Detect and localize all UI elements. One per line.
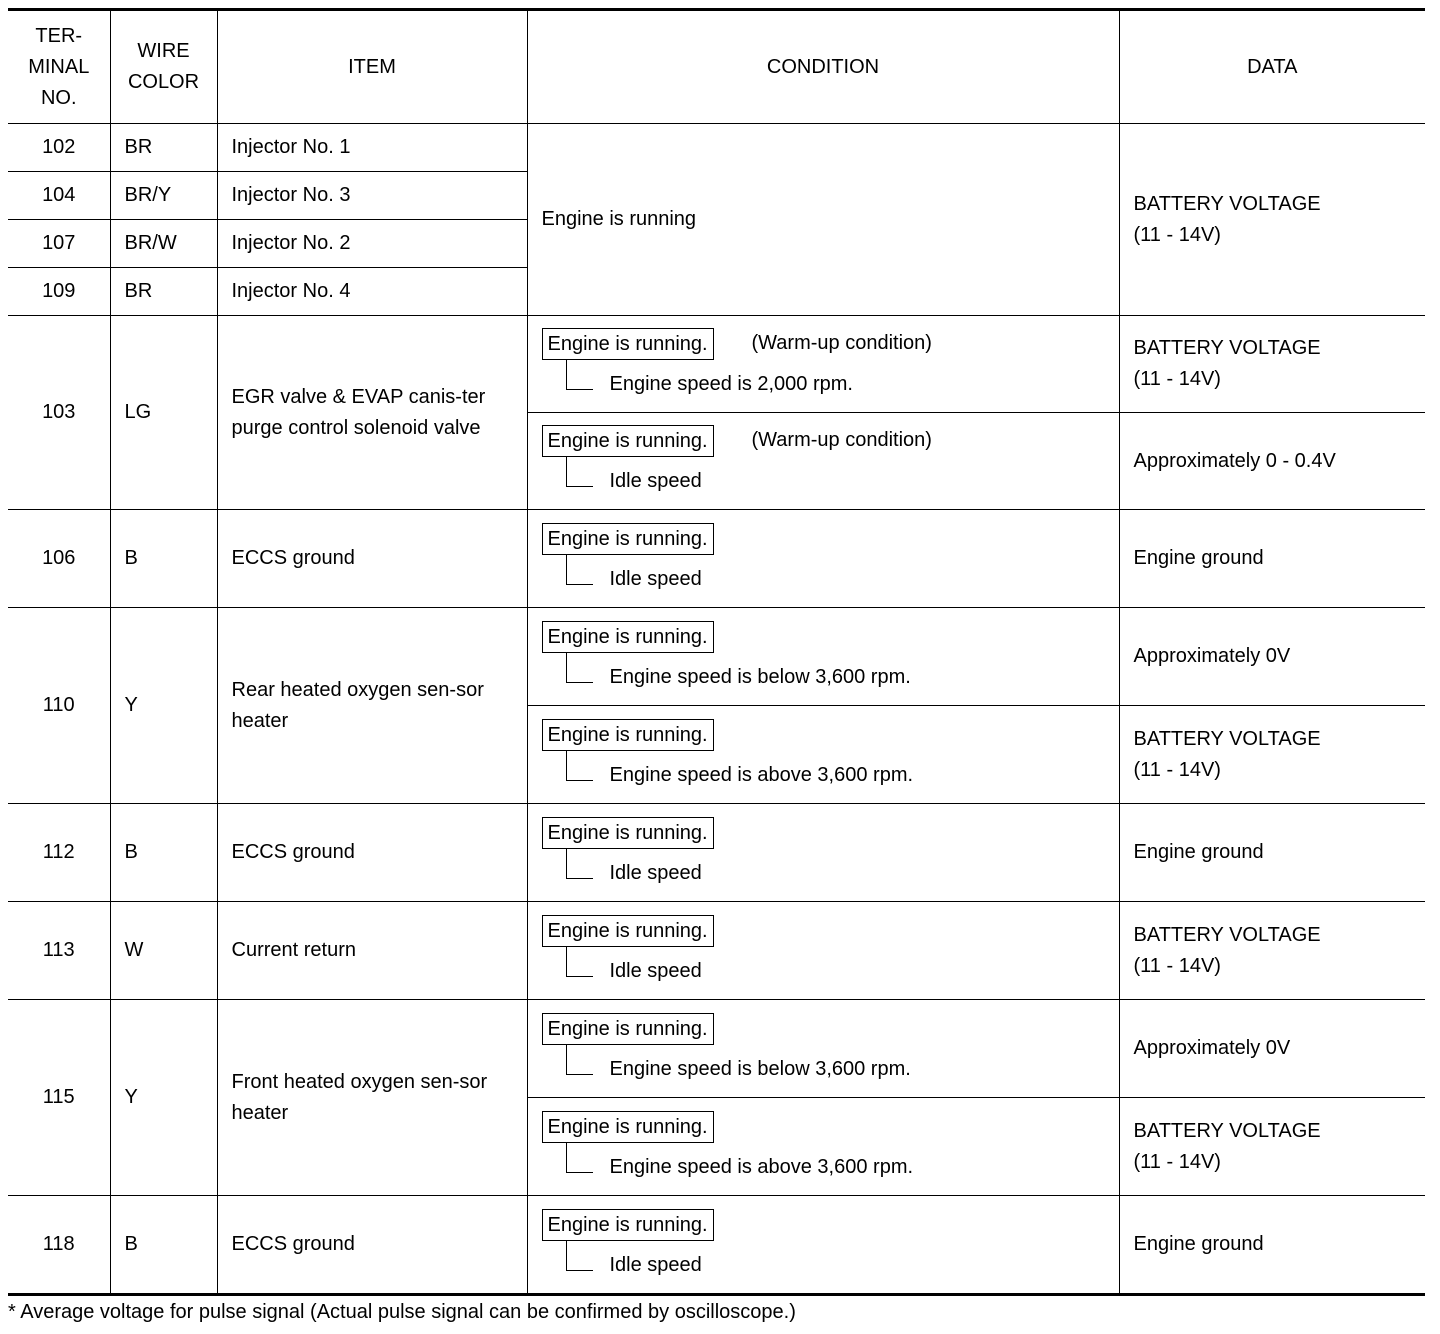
condition xyxy=(527,1196,1119,1295)
condition-sub: Engine speed is above 3,600 rpm. xyxy=(609,1155,914,1178)
condition-header: CONDITION xyxy=(527,10,1119,124)
branch-connector xyxy=(566,554,593,585)
table-row xyxy=(8,804,1425,902)
wire-color: BR xyxy=(110,268,217,316)
condition-sub: Idle speed xyxy=(609,1253,702,1276)
data-value: BATTERY VOLTAGE (11 - 14V) xyxy=(1119,706,1425,804)
table-row xyxy=(8,902,1425,1000)
terminal-no: 104 xyxy=(8,172,110,220)
wire-color: B xyxy=(110,510,217,608)
condition xyxy=(527,316,1119,413)
condition xyxy=(527,804,1119,902)
table-row xyxy=(8,124,1425,172)
wire-color: LG xyxy=(110,316,217,510)
wire-color: BR/W xyxy=(110,220,217,268)
condition-extra: (Warm-up condition) xyxy=(751,332,932,354)
item: Injector No. 3 xyxy=(217,172,527,220)
item: ECCS ground xyxy=(217,1196,527,1295)
condition-sub: Engine speed is below 3,600 rpm. xyxy=(609,665,911,688)
wire-color: B xyxy=(110,1196,217,1295)
data-value: BATTERY VOLTAGE (11 - 14V) xyxy=(1119,316,1425,413)
wire-color: BR/Y xyxy=(110,172,217,220)
branch-connector xyxy=(566,1044,593,1075)
branch-connector xyxy=(566,946,593,977)
branch-connector xyxy=(566,652,593,683)
data-header: DATA xyxy=(1119,10,1425,124)
condition-sub: Idle speed xyxy=(609,567,702,590)
item: Rear heated oxygen sen-sor heater xyxy=(217,608,527,804)
table-row xyxy=(8,510,1425,608)
terminal-no: 110 xyxy=(8,608,110,804)
condition xyxy=(527,1098,1119,1196)
condition-main: Engine is running. xyxy=(542,719,714,751)
condition-sub: Engine speed is below 3,600 rpm. xyxy=(609,1057,911,1080)
item-header: ITEM xyxy=(217,10,527,124)
branch-connector xyxy=(566,848,593,879)
table-row xyxy=(8,1196,1425,1295)
condition-main: Engine is running. xyxy=(542,621,714,653)
table-row xyxy=(8,608,1425,706)
terminal-table xyxy=(8,8,1425,1296)
branch-connector xyxy=(566,456,593,487)
condition-main: Engine is running. xyxy=(542,425,714,457)
condition-main: Engine is running. xyxy=(542,1013,714,1045)
item: Current return xyxy=(217,902,527,1000)
branch-connector xyxy=(566,359,593,390)
terminal-no: 112 xyxy=(8,804,110,902)
data-value: Approximately 0V xyxy=(1119,1000,1425,1098)
terminal-data-sheet xyxy=(8,8,1425,1296)
table-row xyxy=(8,316,1425,413)
condition xyxy=(527,413,1119,510)
terminal-no: 103 xyxy=(8,316,110,510)
condition xyxy=(527,510,1119,608)
wire-color-header: WIRE COLOR xyxy=(110,10,217,124)
item: Injector No. 4 xyxy=(217,268,527,316)
terminal-no: 102 xyxy=(8,124,110,172)
condition-main: Engine is running. xyxy=(542,915,714,947)
data-value: BATTERY VOLTAGE (11 - 14V) xyxy=(1119,902,1425,1000)
wire-color: Y xyxy=(110,608,217,804)
condition: Engine is running xyxy=(527,124,1119,316)
data-value: Engine ground xyxy=(1119,510,1425,608)
condition-sub: Engine speed is above 3,600 rpm. xyxy=(609,763,914,786)
condition-main: Engine is running. xyxy=(542,328,714,360)
condition xyxy=(527,706,1119,804)
item: Front heated oxygen sen-sor heater xyxy=(217,1000,527,1196)
terminal-no: 109 xyxy=(8,268,110,316)
condition-main: Engine is running. xyxy=(542,817,714,849)
terminal-no: 115 xyxy=(8,1000,110,1196)
terminal-no: 118 xyxy=(8,1196,110,1295)
terminal-no: 106 xyxy=(8,510,110,608)
item: Injector No. 1 xyxy=(217,124,527,172)
terminal-no: 107 xyxy=(8,220,110,268)
table-row xyxy=(8,1000,1425,1098)
condition-sub: Idle speed xyxy=(609,959,702,982)
terminal-no-header: TER- MINAL NO. xyxy=(8,10,110,124)
condition-main: Engine is running. xyxy=(542,1111,714,1143)
condition-extra: (Warm-up condition) xyxy=(751,429,932,451)
wire-color: Y xyxy=(110,1000,217,1196)
condition-main: Engine is running. xyxy=(542,523,714,555)
condition xyxy=(527,902,1119,1000)
item: Injector No. 2 xyxy=(217,220,527,268)
condition xyxy=(527,608,1119,706)
condition xyxy=(527,1000,1119,1098)
branch-connector xyxy=(566,1142,593,1173)
condition-sub: Engine speed is 2,000 rpm. xyxy=(609,373,853,395)
branch-connector xyxy=(566,750,593,781)
item: ECCS ground xyxy=(217,804,527,902)
data-value: Engine ground xyxy=(1119,804,1425,902)
terminal-no: 113 xyxy=(8,902,110,1000)
data-value: Approximately 0 - 0.4V xyxy=(1119,413,1425,510)
footnote: * Average voltage for pulse signal (Actual pulse signal can be confirmed by oscilloscope.) xyxy=(8,1301,796,1323)
data-value: BATTERY VOLTAGE (11 - 14V) xyxy=(1119,124,1425,316)
wire-color: B xyxy=(110,804,217,902)
item: EGR valve & EVAP canis-ter purge control solenoid valve xyxy=(217,316,527,510)
header-row xyxy=(8,10,1425,124)
data-value: Approximately 0V xyxy=(1119,608,1425,706)
wire-color: W xyxy=(110,902,217,1000)
condition-sub: Idle speed xyxy=(609,470,702,492)
wire-color: BR xyxy=(110,124,217,172)
branch-connector xyxy=(566,1240,593,1271)
condition-main: Engine is running. xyxy=(542,1209,714,1241)
item: ECCS ground xyxy=(217,510,527,608)
condition-sub: Idle speed xyxy=(609,861,702,884)
data-value: Engine ground xyxy=(1119,1196,1425,1295)
data-value: BATTERY VOLTAGE (11 - 14V) xyxy=(1119,1098,1425,1196)
